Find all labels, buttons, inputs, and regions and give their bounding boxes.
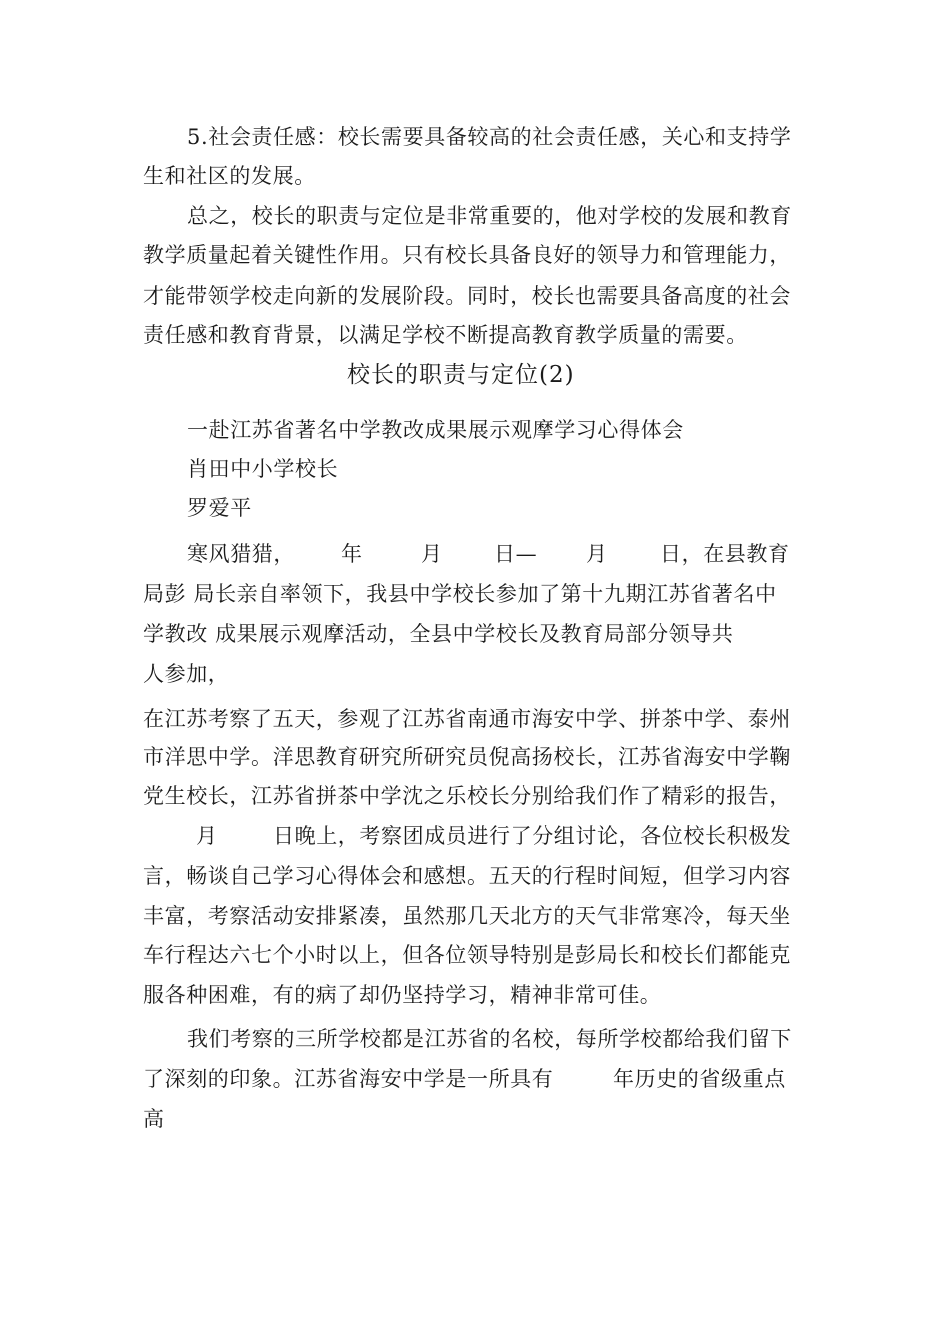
intro-line-4: 人参加，: [143, 662, 230, 686]
discussion-line-5: 服各种困难，有的病了却仍坚持学习，精神非常可佳。: [143, 983, 662, 1007]
discussion-line-1-part-a: 月: [196, 824, 218, 848]
intro-line-1-part-a: 寒风猎猎，: [187, 542, 295, 566]
schools-line-2-part-a: 了深刻的印象。江苏省海安中学是一所具有: [143, 1067, 554, 1091]
intro-line-1-part-b: 年: [341, 542, 363, 566]
intro-line-1-part-d: 日—: [494, 542, 538, 566]
schools-line-1: 我们考察的三所学校都是江苏省的名校，每所学校都给我们留下: [187, 1027, 792, 1051]
author-name: 罗爱平: [187, 496, 252, 520]
summary-line-3: 才能带领学校走向新的发展阶段。同时，校长也需要具备高度的社会: [143, 284, 791, 308]
visit-line-3: 党生校长，江苏省拼茶中学沈之乐校长分别给我们作了精彩的报告，: [143, 784, 791, 808]
summary-line-2: 教学质量起着关键性作用。只有校长具备良好的领导力和管理能力，: [143, 243, 791, 267]
intro-line-1-part-c: 月: [421, 542, 443, 566]
discussion-line-3: 丰富，考察活动安排紧凑，虽然那几天北方的天气非常寒冷，每天坐: [143, 904, 791, 928]
summary-line-4: 责任感和教育背景，以满足学校不断提高教育教学质量的需要。: [143, 323, 748, 347]
schools-line-3: 高: [143, 1107, 165, 1131]
schools-line-2-part-b: 年历史的省级重点: [613, 1067, 786, 1091]
visit-line-2: 市洋思中学。洋思教育研究所研究员倪高扬校长，江苏省海安中学鞠: [143, 745, 791, 769]
section-title: 校长的职责与定位(2): [347, 362, 575, 388]
discussion-line-1-part-b: 日晚上，考察团成员进行了分组讨论，各位校长积极发: [273, 824, 792, 848]
intro-line-3: 学教改 成果展示观摩活动，全县中学校长及教育局部分领导共: [143, 622, 734, 646]
summary-line-1: 总之，校长的职责与定位是非常重要的，他对学校的发展和教育: [187, 204, 792, 228]
author-title: 肖田中小学校长: [187, 457, 339, 481]
social-responsibility-line-1: 5.社会责任感：校长需要具备较高的社会责任感，关心和支持学: [187, 125, 792, 149]
intro-line-1-part-f: 日，在县教育: [660, 542, 790, 566]
intro-line-2: 局彭 局长亲自率领下，我县中学校长参加了第十九期江苏省著名中: [143, 582, 777, 606]
subtitle: 一赴江苏省著名中学教改成果展示观摩学习心得体会: [187, 418, 684, 442]
intro-line-1-part-e: 月: [586, 542, 608, 566]
social-responsibility-line-2: 生和社区的发展。: [143, 164, 316, 188]
discussion-line-2: 言，畅谈自己学习心得体会和感想。五天的行程时间短，但学习内容: [143, 864, 791, 888]
discussion-line-4: 车行程达六七个小时以上，但各位领导特别是彭局长和校长们都能克: [143, 943, 791, 967]
visit-line-1: 在江苏考察了五天，参观了江苏省南通市海安中学、拼茶中学、泰州: [143, 707, 791, 731]
